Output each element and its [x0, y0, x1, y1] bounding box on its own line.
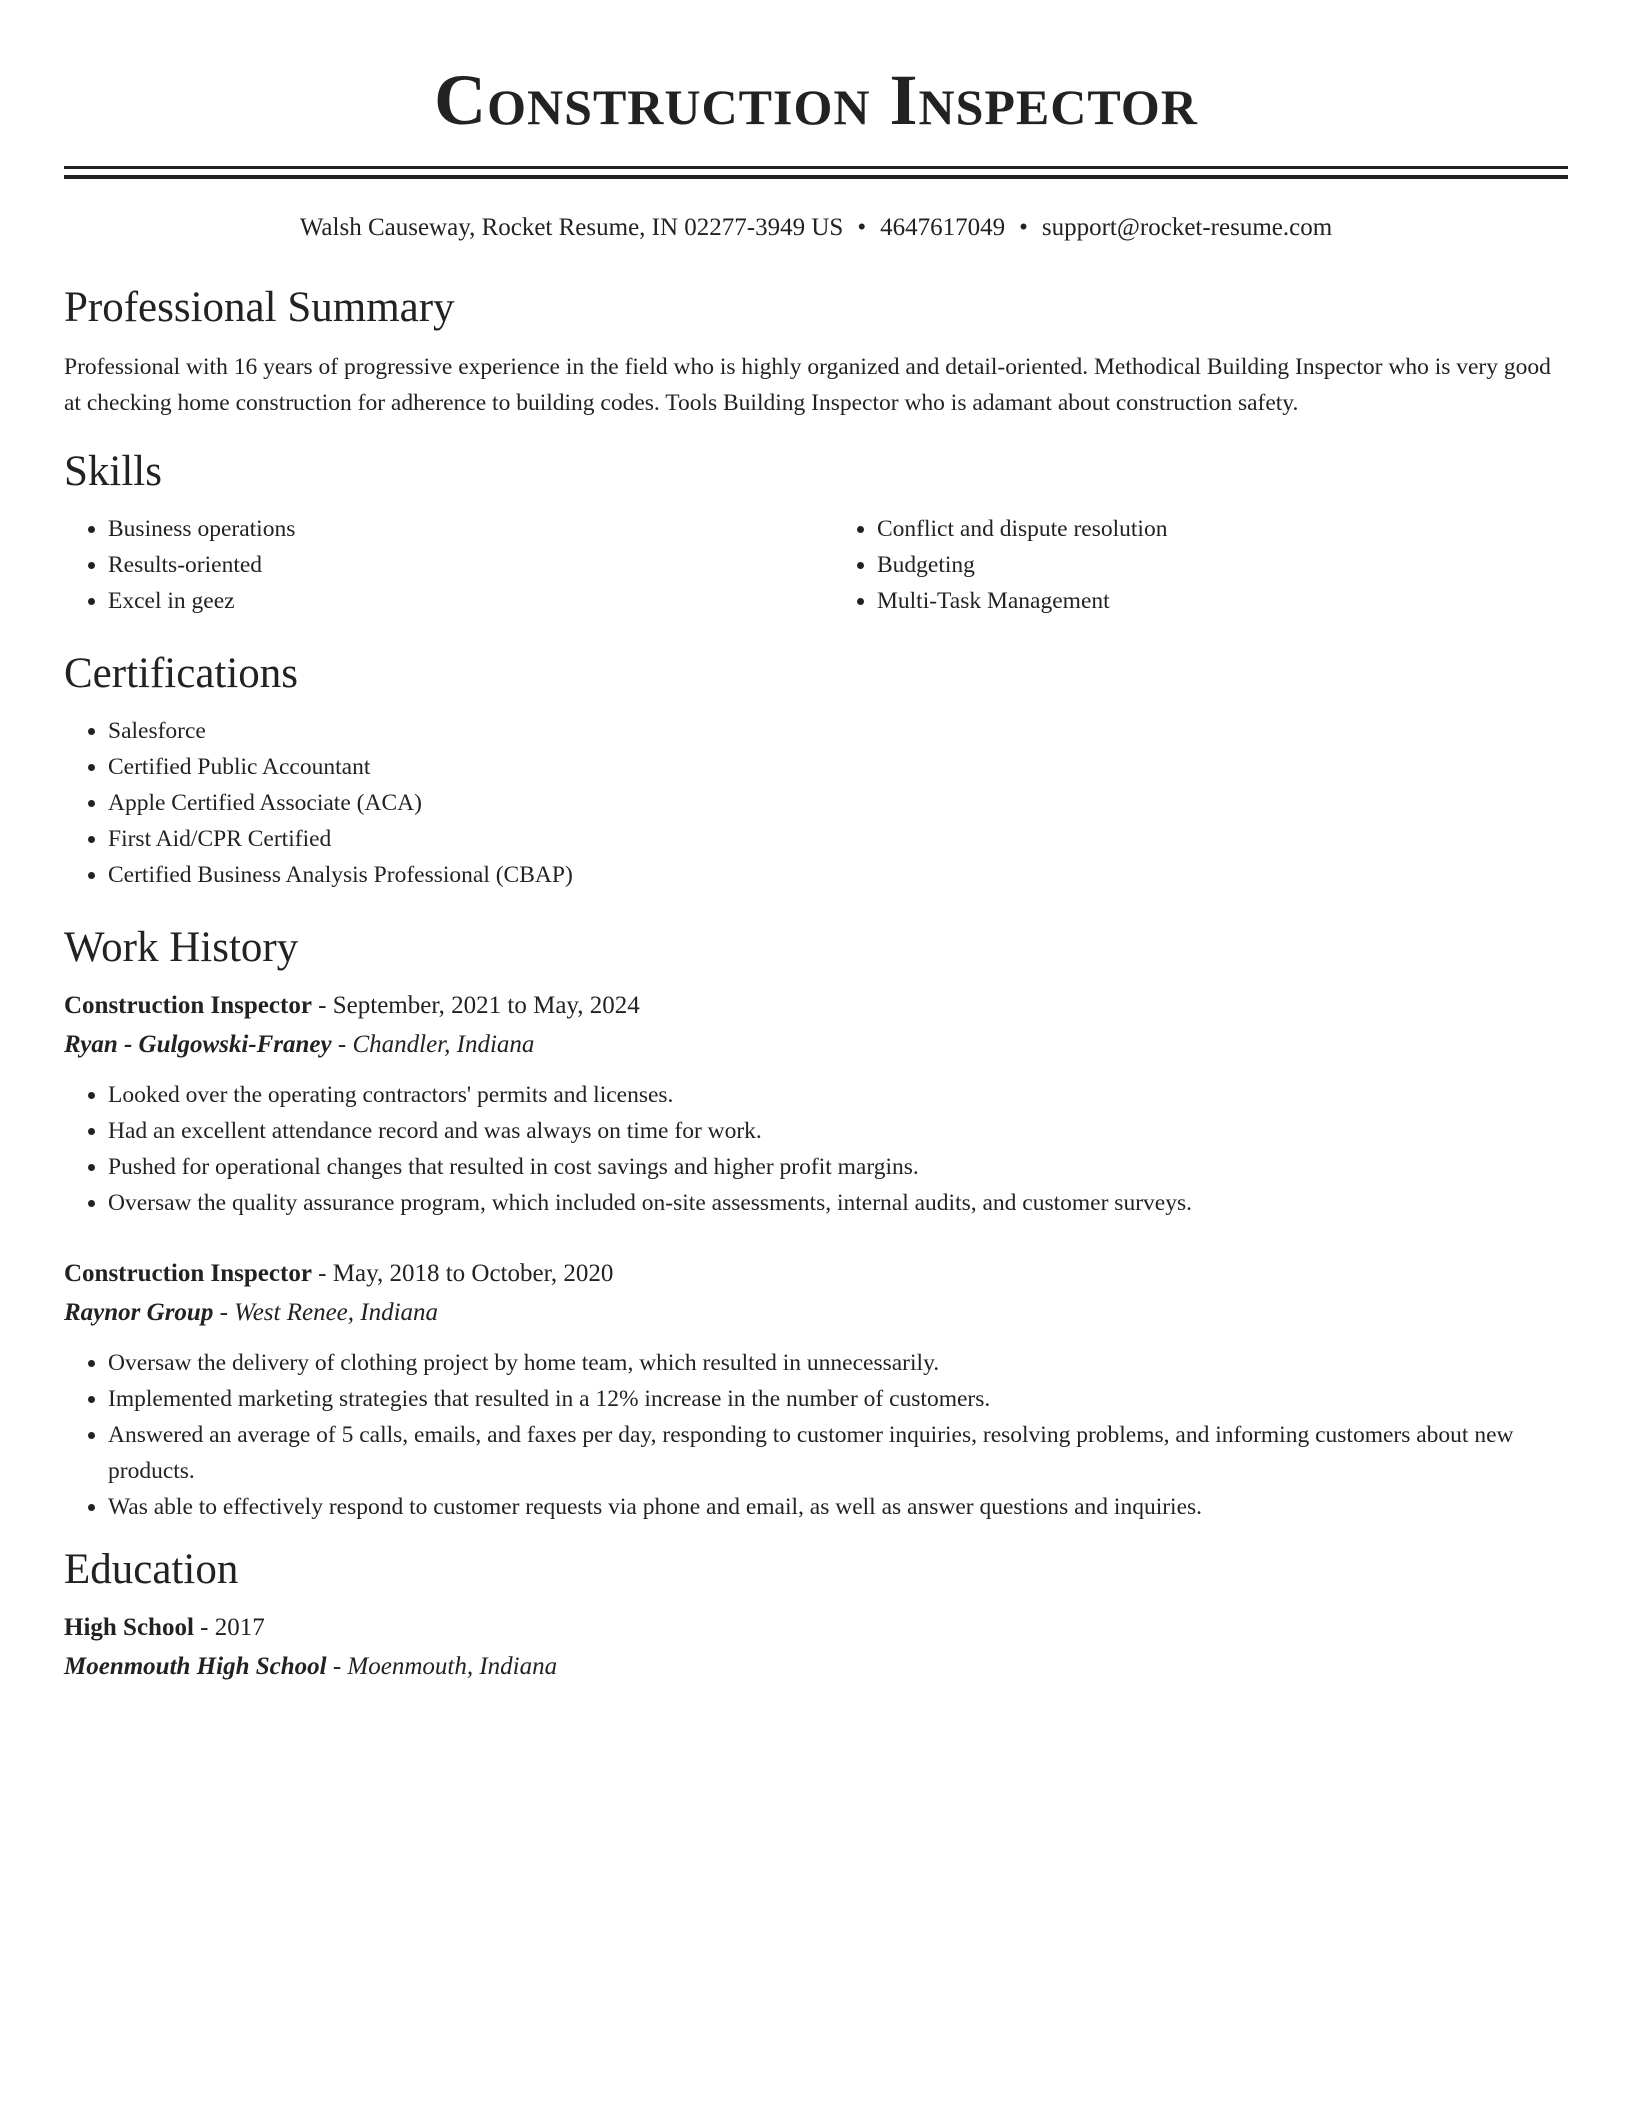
- education-section: [64, 1545, 1568, 1687]
- skills-list-right: [799, 511, 1568, 619]
- contact-separator: •: [1019, 214, 1028, 241]
- certifications-section: [64, 649, 1568, 893]
- certification-item: • Salesforce: [108, 713, 1568, 749]
- degree: High School: [64, 1614, 194, 1641]
- job-bullet: • Had an excellent attendance record and was always on time for work.: [108, 1113, 1568, 1149]
- contact-line: [64, 213, 1568, 243]
- contact-address: Walsh Causeway, Rocket Resume, IN 02277-3949 US: [299, 214, 844, 241]
- certification-item: • Certified Public Accountant: [108, 749, 1568, 785]
- skills-section: [64, 447, 1568, 619]
- job-title-line: [64, 987, 1568, 1025]
- resume-title: Construction Inspector: [434, 60, 1198, 140]
- work-history-heading: Work History: [64, 924, 299, 971]
- job-bullets: [64, 1077, 1568, 1221]
- employer-line: [64, 1293, 1568, 1333]
- skills-columns: [64, 511, 1568, 619]
- certification-item: • Apple Certified Associate (ACA): [108, 785, 1568, 821]
- skills-heading: Skills: [64, 448, 162, 495]
- job-title-line: [64, 1255, 1568, 1293]
- school-name: Moenmouth High School: [64, 1653, 327, 1680]
- skill-item: • Excel in geez: [108, 583, 799, 619]
- summary-text: Professional with 16 years of progressive experience in the field who is highly organized and detail-oriented. Methodical Building Inspector who is very good at checking home construction for adherence to building codes. Tools Building Inspector who is adamant about construction safety.: [64, 354, 1551, 416]
- job-bullet: • Oversaw the quality assurance program, which included on-site assessments, internal audits, and customer surveys.: [108, 1185, 1568, 1221]
- job-bullet: • Implemented marketing strategies that resulted in a 12% increase in the number of customers.: [108, 1381, 1568, 1417]
- employer-name: Raynor Group: [64, 1299, 214, 1326]
- job-title: Construction Inspector: [64, 1260, 312, 1287]
- certification-item: • Certified Business Analysis Professional (CBAP): [108, 857, 1568, 893]
- header-rule-bottom: [64, 175, 1568, 179]
- contact-email[interactable]: support@rocket-resume.com: [1041, 214, 1333, 241]
- summary-section: [64, 283, 1568, 421]
- employer-location: - West Renee, Indiana: [213, 1299, 439, 1326]
- school-location: - Moenmouth, Indiana: [326, 1653, 558, 1680]
- degree-line: [64, 1609, 1568, 1647]
- employer-name: Ryan - Gulgowski-Franey: [64, 1031, 332, 1058]
- job-dates: - May, 2018 to October, 2020: [311, 1260, 614, 1287]
- skill-item: • Multi-Task Management: [877, 583, 1568, 619]
- certifications-heading: Certifications: [64, 650, 299, 697]
- school-line: [64, 1647, 1568, 1687]
- graduation-year: - 2017: [193, 1614, 265, 1641]
- job-entry: [64, 987, 1568, 1221]
- contact-phone: 4647617049: [880, 214, 1006, 241]
- header-rule-top: [64, 166, 1568, 169]
- certification-item: • First Aid/CPR Certified: [108, 821, 1568, 857]
- job-title: Construction Inspector: [64, 992, 312, 1019]
- job-entry: [64, 1255, 1568, 1525]
- summary-heading: Professional Summary: [64, 284, 455, 331]
- skill-item: • Budgeting: [877, 547, 1568, 583]
- skill-item: • Results-oriented: [108, 547, 799, 583]
- education-heading: Education: [64, 1546, 239, 1593]
- skill-item: • Conflict and dispute resolution: [877, 511, 1568, 547]
- job-bullet: • Pushed for operational changes that resulted in cost savings and higher profit margins.: [108, 1149, 1568, 1185]
- job-dates: - September, 2021 to May, 2024: [311, 992, 640, 1019]
- resume-page: [64, 0, 1568, 1687]
- certifications-list: [64, 713, 1568, 893]
- employer-line: [64, 1025, 1568, 1065]
- skills-list-left: [64, 511, 799, 619]
- job-bullets: [64, 1345, 1568, 1525]
- job-bullet: • Was able to effectively respond to customer requests via phone and email, as well as answer questions and inquiries.: [108, 1489, 1568, 1525]
- education-entry: [64, 1609, 1568, 1687]
- job-bullet: • Answered an average of 5 calls, emails, and faxes per day, responding to customer inquiries, resolving problems, and informing customers about new products.: [108, 1417, 1568, 1489]
- employer-location: - Chandler, Indiana: [331, 1031, 535, 1058]
- contact-separator: •: [857, 214, 867, 241]
- skill-item: • Business operations: [108, 511, 799, 547]
- job-bullet: • Oversaw the delivery of clothing project by home team, which resulted in unnecessarily.: [108, 1345, 1568, 1381]
- work-history-section: [64, 923, 1568, 1525]
- job-bullet: • Looked over the operating contractors' permits and licenses.: [108, 1077, 1568, 1113]
